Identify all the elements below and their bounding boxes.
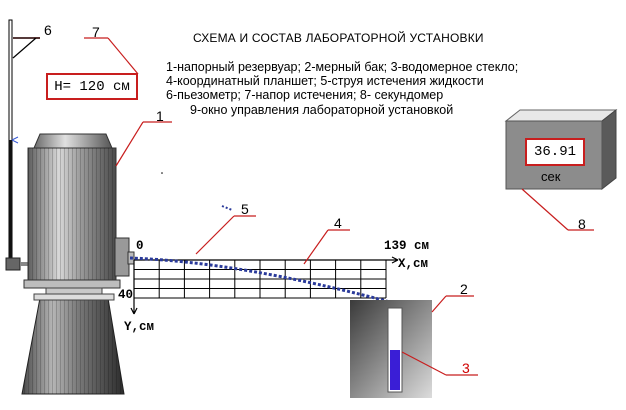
diagram-title: СХЕМА И СОСТАВ ЛАБОРАТОРНОЙ УСТАНОВКИ	[193, 31, 484, 45]
legend-line-1: 1-напорный резервуар; 2-мерный бак; 3-водомерное стекло;	[166, 60, 519, 74]
callout-5: 5	[241, 201, 249, 217]
legend-line-4: 9-окно управления лабораторной установкой	[190, 103, 454, 117]
water-level-fill	[390, 350, 400, 390]
tank-stand	[22, 288, 124, 394]
y-axis-label: Y,см	[124, 320, 155, 334]
jet-spray	[222, 206, 232, 210]
legend-line-2: 4-координатный планшет; 5-струя истечения жидкости	[166, 74, 484, 88]
legend-line-3: 6-пьезометр; 7-напор истечения; 8- секундомер	[166, 88, 444, 102]
callout-6: 6	[44, 22, 52, 38]
callout-7: 7	[92, 24, 100, 40]
origin-label: 0	[136, 239, 144, 253]
head-value-box: H= 120 см	[46, 73, 138, 100]
piezometer	[6, 20, 30, 270]
callout-4: 4	[334, 215, 342, 231]
pressure-tank	[24, 134, 134, 288]
callout-8: 8	[578, 216, 586, 232]
y-max-label: 40	[118, 288, 134, 302]
x-axis-label: X,см	[398, 257, 429, 271]
stopwatch-unit: сек	[541, 169, 561, 184]
x-max-label: 139 см	[384, 239, 430, 253]
callout-1: 1	[156, 108, 164, 124]
measuring-tank	[350, 300, 432, 398]
callout-3: 3	[462, 360, 470, 376]
callout-2: 2	[460, 281, 468, 297]
stopwatch-value: 36.91	[525, 138, 585, 166]
